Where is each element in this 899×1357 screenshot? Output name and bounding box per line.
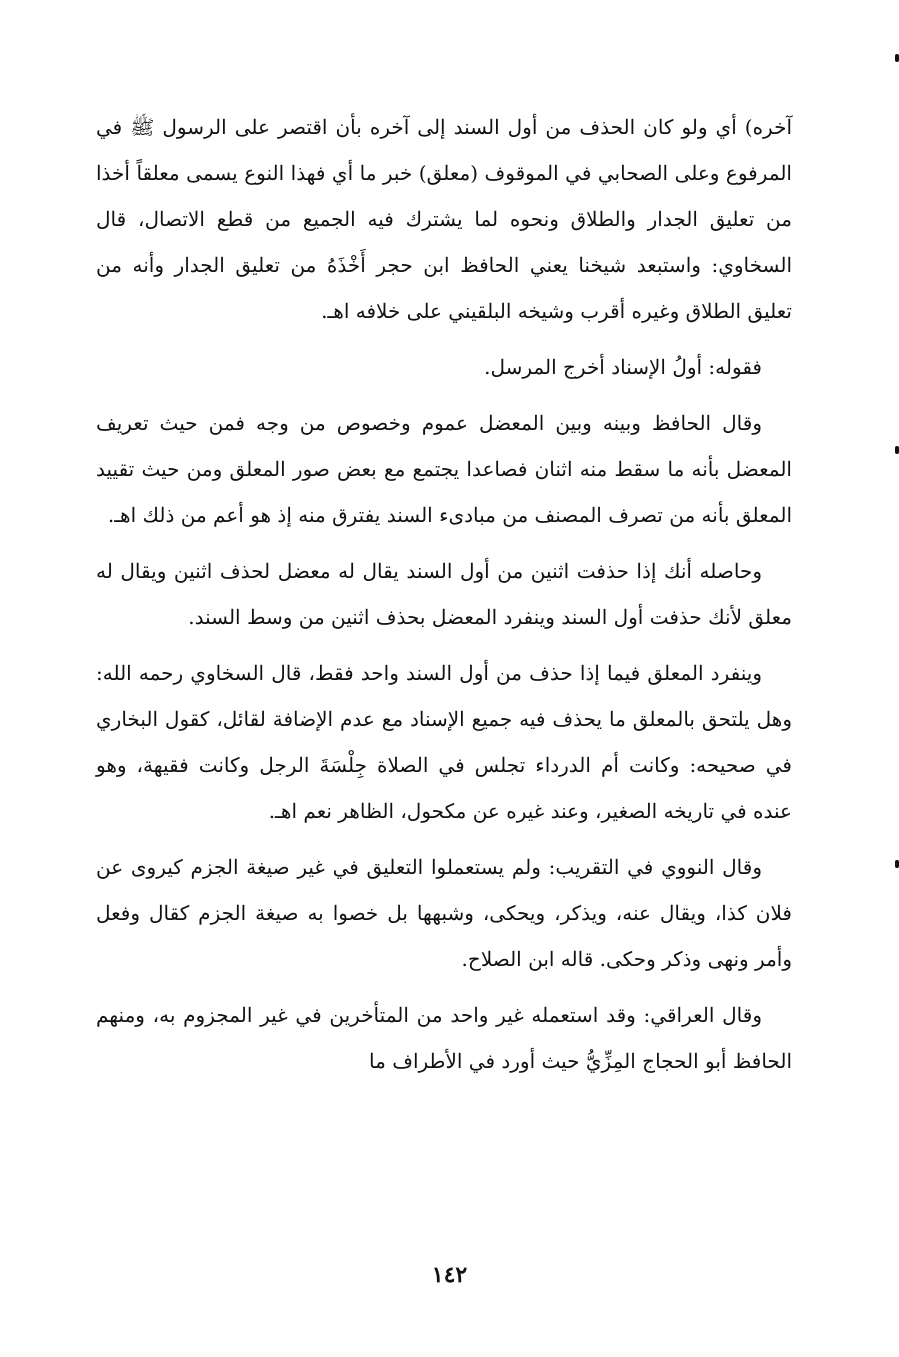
paragraph-5: وينفرد المعلق فيما إذا حذف من أول السند واحد فقط، قال السخاوي رحمه الله: وهل يلتحق بالمعلق ما يحذف فيه جميع الإسناد مع عدم الإضافة لقائل، كقول البخاري في صحيحه: وكانت أم الدرداء تجلس في الصلاة جِلْسَةَ الرجل وكانت فقيهة، وهو عنده في تاريخه الصغير، وعند غيره عن مكحول، الظاهر نعم اهـ.: [96, 661, 792, 823]
paragraph-4: وحاصله أنك إذا حذفت اثنين من أول السند يقال له معضل لحذف اثنين ويقال له معلق لأنك حذفت أول السند وينفرد المعضل بحذف اثنين من وسط السند.: [96, 559, 792, 629]
margin-mark: [895, 860, 899, 868]
paragraph-1: آخره) أي ولو كان الحذف من أول السند إلى آخره بأن اقتصر على الرسول ﷺ في المرفوع وعلى الصحابي في الموقوف (معلق) خبر ما أي فهذا النوع يسمى معلقاً أخذا من تعليق الجدار والطلاق ونحوه لما يشترك فيه الجميع من قطع الاتصال، قال السخاوي: واستبعد شيخنا يعني الحافظ ابن حجر أَخْذَهُ من تعليق الجدار وأنه من تعليق الطلاق وغيره أقرب وشيخه البلقيني على خلافه اهـ.: [96, 115, 793, 323]
paragraph-2: فقوله: أولُ الإسناد أخرج المرسل.: [484, 355, 762, 379]
paragraph-3: وقال الحافظ وبينه وبين المعضل عموم وخصوص من وجه فمن حيث تعريف المعضل بأنه ما سقط منه اثنان فصاعدا يجتمع مع بعض صور المعلق ومن حيث تقييد المعلق بأنه من تصرف المصنف من مبادىء السند يفترق منه إذ هو أعم من ذلك اهـ.: [96, 411, 792, 527]
page-number: ١٤٢: [431, 1262, 468, 1288]
margin-mark: [895, 446, 899, 454]
margin-mark: [895, 54, 899, 62]
paragraph-6: وقال النووي في التقريب: ولم يستعملوا التعليق في غير صيغة الجزم كيروى عن فلان كذا، ويقال عنه، ويذكر، ويحكى، وشبهها بل خصوا به صيغة الجزم كقال وفعل وأمر ونهى وذكر وحكى. قاله ابن الصلاح.: [96, 855, 792, 971]
page-body: [96, 104, 792, 1084]
paragraph-7: وقال العراقي: وقد استعمله غير واحد من المتأخرين في غير المجزوم به، ومنهم الحافظ أبو الحجاج المِزِّيُّ حيث أورد في الأطراف ما: [96, 1003, 792, 1073]
